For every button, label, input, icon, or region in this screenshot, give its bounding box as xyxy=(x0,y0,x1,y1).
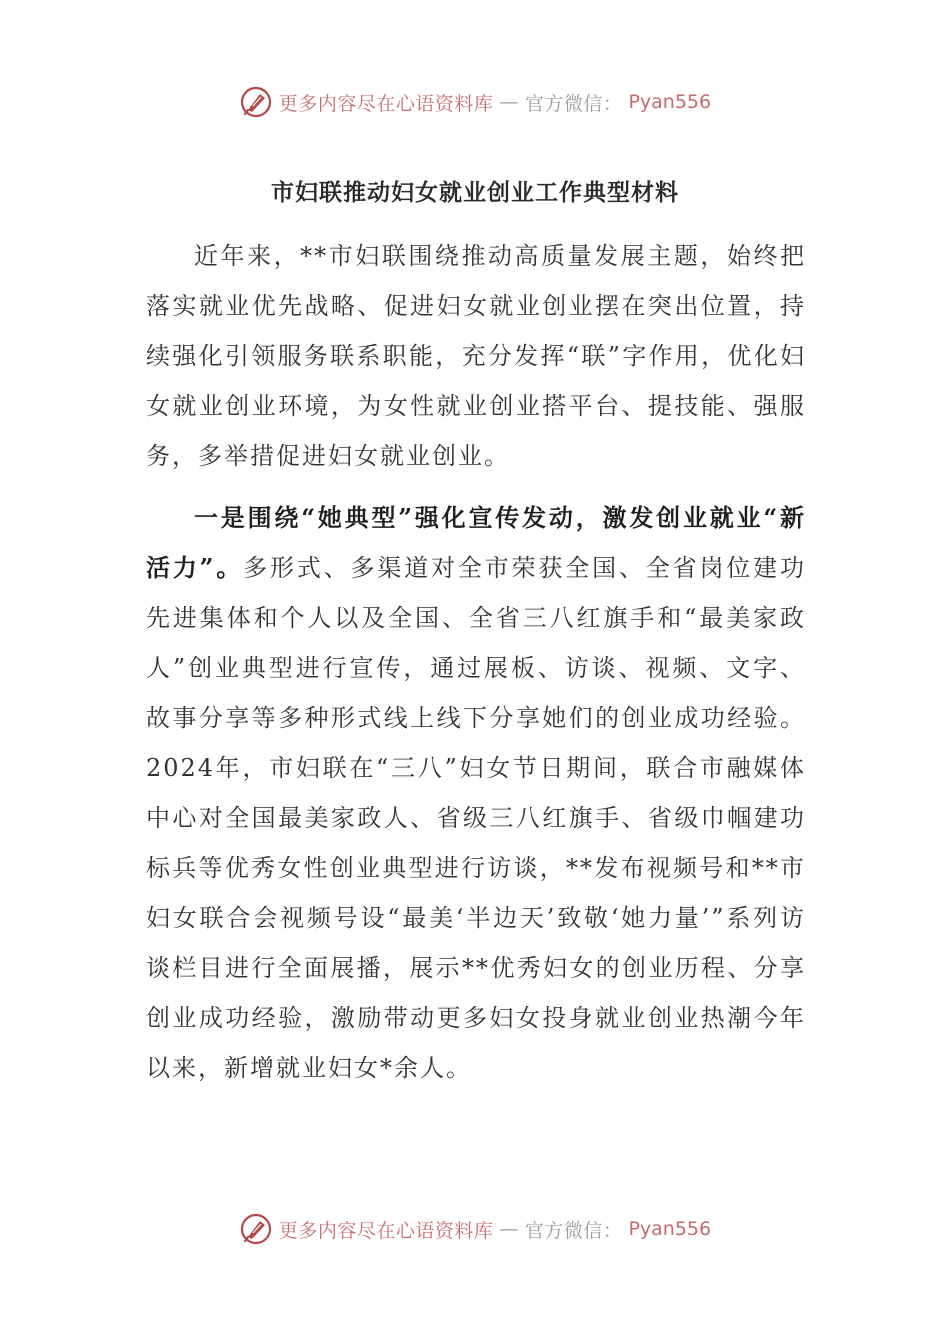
footer-banner-content xyxy=(239,1212,711,1246)
pen-nib-logo-icon xyxy=(239,85,273,119)
banner-slogan: 更多内容尽在心语资料库 xyxy=(278,1219,494,1242)
paragraph-section-one-body: 多形式、多渠道对全市荣获全国、全省岗位建功先进集体和个人以及全国、全省三八红旗手和“最美家政人”创业典型进行宣传，通过展板、访谈、视频、文字、故事分享等多种形式线上线下分享她们的创业成功经验。2024年，市妇联在“三八”妇女节日期间，联合市融媒体中心对全国最美家政人、省级三八红旗手、省级巾帼建功标兵等优秀女性创业典型进行访谈，**发布视频号和**市妇女联合会视频号设“最美‘半边天’致敬‘她力量’”系列访谈栏目进行全面展播，展示**优秀妇女的创业历程、分享创业成功经验，激励带动更多妇女投身就业创业热潮今年以来，新增就业妇女*余人。 xyxy=(146,554,806,1082)
document-body-section-2 xyxy=(146,493,806,1093)
banner-wechat-label: 官方微信： xyxy=(524,1219,623,1242)
document-body-section-1 xyxy=(146,231,806,481)
header-banner-content xyxy=(239,85,711,119)
paragraph-intro: 近年来，**市妇联围绕推动高质量发展主题，始终把落实就业优先战略、促进妇女就业创业摆在突出位置，持续强化引领服务联系职能，充分发挥“联”字作用，优化妇女就业创业环境，为女性就业创业搭平台、提技能、强服务，多举措促进妇女就业创业。 xyxy=(146,242,806,470)
footer-banner xyxy=(0,1209,950,1249)
paragraph-section-one xyxy=(146,493,806,1093)
pen-nib-logo-icon xyxy=(239,1212,273,1246)
banner-dash: — xyxy=(499,91,519,113)
header-banner xyxy=(0,82,950,122)
banner-wechat-id: Pyan556 xyxy=(628,91,712,113)
banner-wechat-label: 官方微信： xyxy=(524,92,623,115)
banner-slogan: 更多内容尽在心语资料库 xyxy=(278,92,494,115)
paragraph-section-one-heading: 一是围绕“她典型”强化宣传发动，激发创业就业“新活力”。 xyxy=(146,503,806,582)
banner-dash: — xyxy=(499,1218,519,1240)
banner-wechat-id: Pyan556 xyxy=(628,1218,712,1240)
document-title: 市妇联推动妇女就业创业工作典型材料 xyxy=(271,179,679,206)
